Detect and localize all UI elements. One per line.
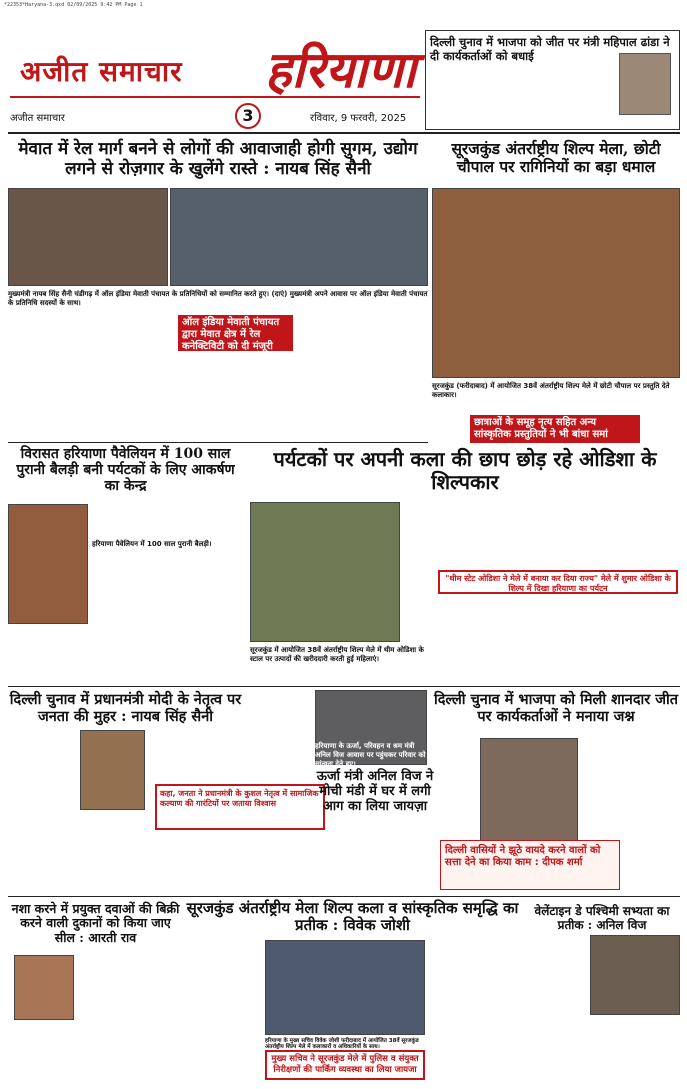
- top-right-body: [430, 67, 605, 125]
- delhi-celebration-headline: दिल्ली चुनाव में भाजपा को मिली शानदार जीत पर कार्यकर्ताओं ने मनाया जश्न: [433, 691, 679, 725]
- ragini-performance-photo: [432, 188, 680, 378]
- delhi-modi-body: [8, 832, 313, 892]
- lead-subhead: ऑल इंडिया मेवाती पंचायत द्वारा मेवात क्षेत्र में रेल कनेक्टिविटी को दी मंजूरी मिलने पर मुख्यमंत्री का आभार व्यक्त: [178, 315, 293, 351]
- pavilion-body: [92, 560, 242, 680]
- brand-name-right: हरियाणा: [265, 40, 416, 99]
- top-right-story: [425, 30, 680, 130]
- lead-photo-group: [170, 188, 428, 286]
- print-slug: *22353*Haryana-3.qxd 02/09/2025 9:42 PM Page 1: [4, 2, 143, 8]
- section-divider-1: [8, 442, 428, 443]
- page-number: 3: [235, 103, 261, 129]
- vij-portrait-photo: [590, 935, 680, 1015]
- nasha-headline: नशा करने में प्रयुक्त दवाओं की बिक्री करने वाली दुकानों को किया जाए सील : आरती राव: [11, 901, 180, 945]
- celebration-photo: [480, 738, 578, 853]
- section-divider-3: [8, 896, 680, 897]
- lead-body-col-2: [178, 356, 293, 440]
- issue-date: रविवार, 9 फरवरी, 2025: [310, 113, 407, 124]
- odisha-stall-photo: [250, 502, 400, 642]
- arti-rao-portrait-photo: [14, 955, 74, 1020]
- lead-body-col-1: [8, 312, 173, 440]
- masthead-divider: [8, 132, 680, 134]
- surajkund-vivek-body-left: [187, 940, 261, 1080]
- lead-caption: मुख्यमंत्री नायब सिंह सैनी चंडीगढ़ में ऑल इंडिया मेवाती पंचायत के प्रतिनिधियों को सम्मानित करते हुए। (दाएं) मुख्यमंत्री अपने आवास पर ऑल इंडिया मेवाती पंचायत के प्रतिनिधि सदस्यों के साथ।: [8, 290, 428, 307]
- brand-name-left: अजीत समाचार: [20, 55, 183, 88]
- celebration-box: [440, 840, 620, 890]
- vij-body: [522, 935, 586, 1080]
- right-headline: सूरजकुंड अंतर्राष्ट्रीय शिल्प मेला, छोटी चौपाल पर रागिनियों का बड़ा धमाल: [451, 139, 661, 176]
- minister-portrait-photo: [619, 53, 671, 115]
- surajkund-vivek-caption: हरियाणा के मुख्य सचिव विवेक जोशी फरीदाबाद में आयोजित 38वें सूरजकुंड अंतर्राष्ट्रीय शिल्प मेले में कलाकारों व अधिकारियों के साथ।: [265, 1038, 419, 1050]
- odisha-caption: सूरजकुंड में आयोजित 38वें अंतर्राष्ट्रीय शिल्प मेले में थीम ओडिशा के स्टाल पर उत्पादों की खरीददारी करती हुई महिलाएं।: [250, 646, 424, 663]
- right-subhead: छात्राओं के समूह नृत्य सहित अन्य सांस्कृतिक प्रस्तुतियों ने भी बांधा समां: [470, 415, 640, 443]
- nasha-body: [78, 955, 183, 1080]
- lead-headline: मेवात में रेल मार्ग बनने से लोगों की आवाजाही होगी सुगम, उद्योग लगने से रोज़गार के खुलेंगे रास्ते : नायब सिंह सैनी: [18, 139, 418, 179]
- delhi-modi-headline: दिल्ली चुनाव में प्रधानमंत्री मोदी के नेतृत्व पर जनता की मुहर : नायब सिंह सैनी: [9, 691, 242, 725]
- right-caption: सूरजकुंड (फरीदाबाद) में आयोजित 38वें अंतर्राष्ट्रीय शिल्प मेले में छोटी चौपाल पर प्रस्तुति देते कलाकार।: [432, 382, 670, 399]
- cm-portrait-photo: [80, 730, 145, 810]
- celebration-box-title: दिल्ली वासियों ने झूठे वायदे करने वालों को सत्ता देने का किया काम : दीपक शर्मा: [445, 845, 601, 868]
- pavilion-caption: हरियाणा पैवेलियन में 100 साल पुरानी बैलड़ी।: [92, 540, 212, 548]
- section-divider-2: [8, 686, 680, 687]
- edition-label: अजीत समाचार: [10, 113, 65, 124]
- fire-caption: हरियाणा के ऊर्जा, परिवहन व श्रम मंत्री अनिल विज आवास पर पहुंचकर परिवार को सांत्वना देते हुए।: [315, 742, 426, 768]
- odisha-headline: पर्यटकों पर अपनी कला की छाप छोड़ रहे ओडिशा के शिल्पकार: [273, 447, 657, 494]
- surajkund-vivek-box: मुख्य सचिव ने सूरजकुंड मेले में पुलिस व संयुक्त निरीक्षणों की पार्किंग व्यवस्था का लिया जायजा: [265, 1050, 425, 1080]
- lead-photo-award: [8, 188, 168, 286]
- surajkund-vivek-body-right: [430, 940, 518, 1080]
- vij-headline: वेलेंटाइन डे पश्चिमी सभ्यता का प्रतीक : अनिल विज: [534, 904, 670, 932]
- delhi-modi-quote: कहा, जनता ने प्रधानमंत्री के कुशल नेतृत्व में सामाजिक कल्याण की गारंटियों पर जताया विश्वास: [155, 784, 325, 830]
- pavilion-headline: विरासत हरियाणा पैवेलियन में 100 साल पुरानी बैलड़ी बनी पर्यटकों के लिए आकर्षण का केन्द्र: [16, 446, 235, 495]
- surajkund-vivek-headline: सूरजकुंड अंतर्राष्ट्रीय मेला शिल्प कला व सांस्कृतिक समृद्धि का प्रतीक : विवेक जोशी: [186, 899, 519, 935]
- odisha-body: [405, 502, 433, 642]
- vivek-joshi-group-photo: [265, 940, 425, 1035]
- lead-body-col-3: [298, 312, 426, 440]
- fire-headline: ऊर्जा मंत्री अनिल विज ने मोची मंडी में घर में लगी आग का लिया जायज़ा: [316, 769, 434, 814]
- masthead: [10, 12, 420, 120]
- pavilion-cart-photo: [8, 504, 88, 624]
- right-pull-quote: "थीम स्टेट ओडिशा ने मेले में बनाया कर दिया राज्य" मेले में शुमार ओडिशा के शिल्प में दिखा हरियाणा का पर्यटन: [438, 570, 678, 594]
- top-right-headline: दिल्ली चुनाव में भाजपा को जीत पर मंत्री महिपाल ढांडा ने दी कार्यकर्ताओं को बधाई: [430, 35, 670, 63]
